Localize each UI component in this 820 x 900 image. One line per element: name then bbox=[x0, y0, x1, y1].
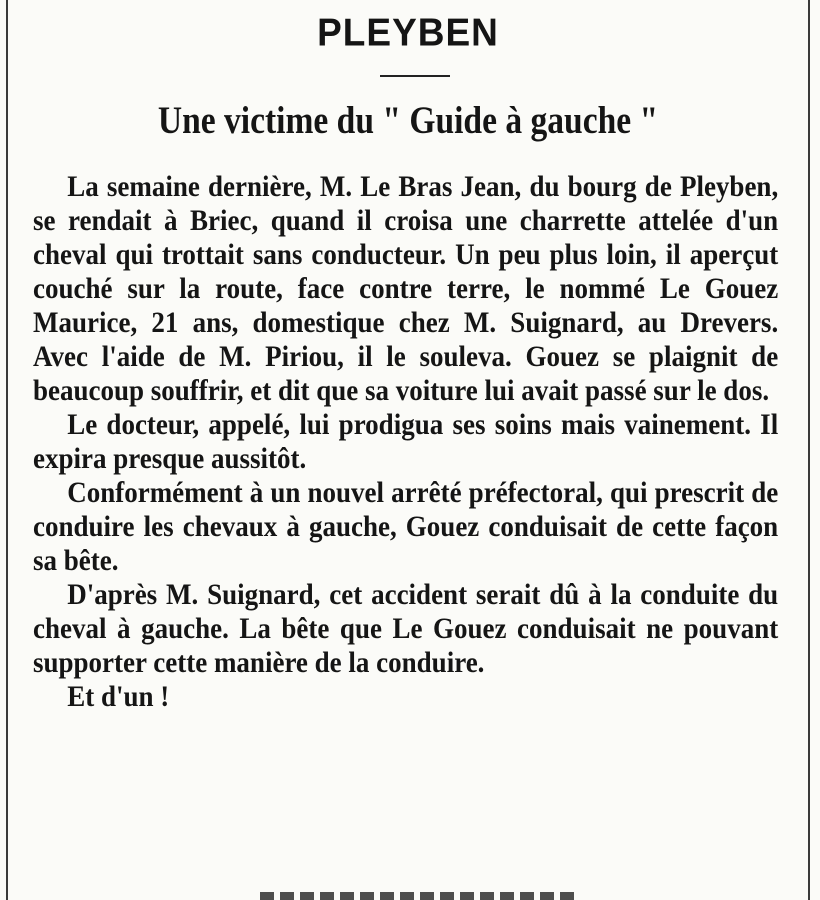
article-headline: Une victime du " Guide à gauche " bbox=[157, 99, 659, 142]
paragraph-5: Et d'un ! bbox=[67, 680, 170, 713]
column-rule-right bbox=[808, 0, 810, 900]
paragraph-1: La semaine dernière, M. Le Bras Jean, du bourg de Pleyben, se rendait à Briec, quand il croisa une charrette attelée d'un cheval qui trottait sans conducteur. Un peu plus loin, il aperçut couché sur la route, face contre terre, le nommé Le Gouez Maurice, 21 ans, domestique chez M. Suignard, au Drevers. Avec l'aide de M. Piriou, il le souleva. Gouez se plaignit de beaucoup souffrir, et dit que sa voiture lui avait passé sur le dos. bbox=[33, 170, 779, 407]
article-body bbox=[33, 170, 778, 714]
paragraph-3: Conformément à un nouvel arrêté préfectoral, qui prescrit de conduire les chevaux à gauche, Gouez conduisait de cette façon sa bête. bbox=[33, 476, 779, 577]
heading-separator bbox=[380, 75, 450, 77]
town-heading: PLEYBEN bbox=[317, 10, 499, 54]
column-rule-left bbox=[6, 0, 8, 900]
next-article-cut-off bbox=[260, 892, 580, 900]
paragraph-2: Le docteur, appelé, lui prodigua ses soins mais vainement. Il expira presque aussitôt. bbox=[33, 408, 779, 475]
paragraph-4: D'après M. Suignard, cet accident serait dû à la conduite du cheval à gauche. La bête que Le Gouez conduisait ne pouvant supporter cette manière de la conduire. bbox=[33, 578, 779, 679]
